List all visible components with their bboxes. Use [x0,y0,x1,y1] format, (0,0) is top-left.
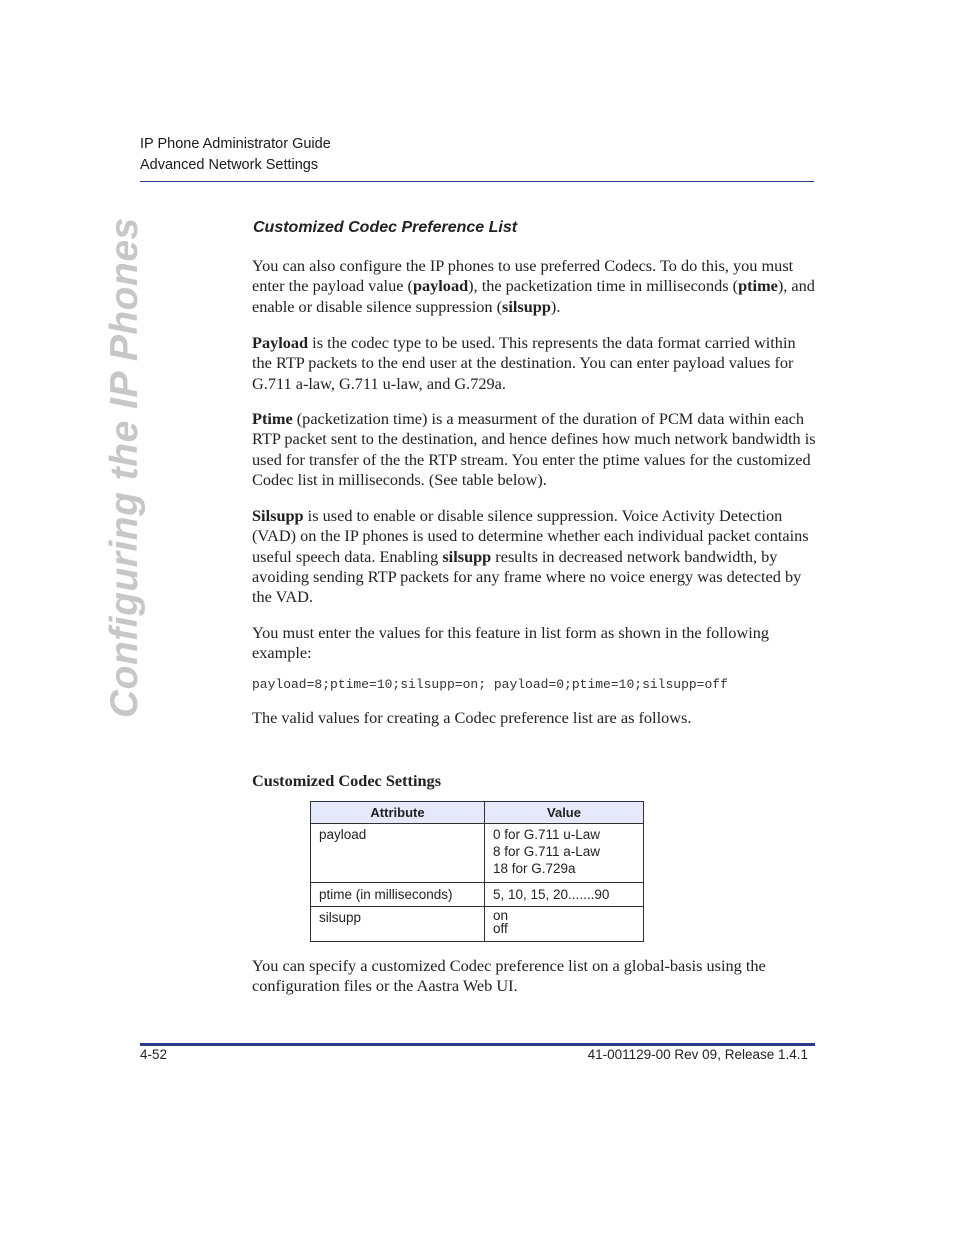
value-line: off [493,921,508,936]
value-line: on [493,908,509,923]
table-header-row [311,802,644,824]
table-cell-value [485,907,644,942]
chapter-side-title: Configuring the IP Phones [103,217,146,718]
payload-paragraph: Payload is the codec type to be used. This represents the data format carried within the RTP packets to the end user at the destination. You can enter payload values for G.711 a-law, G.711 u-law, and G.729a. [252,333,796,393]
list-form-paragraph: You must enter the values for this feature in list form as shown in the following example: [252,623,770,663]
code-example: payload=8;ptime=10;silsupp=on; payload=0;ptime=10;silsupp=off [252,677,728,692]
footer-rule [140,1043,815,1046]
value-line: 8 for G.711 a-Law [493,844,601,859]
table-caption: Customized Codec Settings [252,771,442,790]
intro-paragraph: You can also configure the IP phones to use preferred Codecs. To do this, you must enter the payload value (payload), the packetization time in milliseconds (ptime), and enable or disable silence suppression (silsupp). [252,256,815,316]
value-line: 18 for G.729a [493,861,576,876]
table-cell-value [485,824,644,883]
table-cell-value [485,883,644,907]
codec-settings-table [310,801,644,942]
section-title: Advanced Network Settings [140,157,319,173]
value-line: 0 for G.711 u-Law [493,827,601,842]
table-cell-attribute: payload [311,824,485,883]
table-cell-attribute: silsupp [311,907,485,942]
table-cell-attribute: ptime (in milliseconds) [311,883,485,907]
value-line: 5, 10, 15, 20.......90 [493,887,610,902]
table-header-value: Value [485,802,644,824]
header-rule [140,181,814,182]
document-id: 41-001129-00 Rev 09, Release 1.4.1 [587,1047,808,1062]
section-heading: Customized Codec Preference List [253,219,518,236]
table-header-attribute: Attribute [311,802,485,824]
table-row [311,824,644,883]
ptime-paragraph: Ptime (packetization time) is a measurment of the duration of PCM data within each RTP packet sent to the destination, and hence defines how much network bandwidth is used for transfer of the the RTP stream. You enter the ptime values for the customized Codec list in milliseconds. (See table below). [252,409,816,489]
document-title: IP Phone Administrator Guide [140,136,331,152]
valid-values-paragraph: The valid values for creating a Codec preference list are as follows. [252,708,692,727]
table-row [311,883,644,907]
page-number: 4-52 [140,1047,168,1062]
table-row [311,907,644,942]
silsupp-paragraph: Silsupp is used to enable or disable silence suppression. Voice Activity Detection (VAD) on the IP phones is used to determine whether each individual packet contains useful speech data. Enabling silsupp results in decreased network bandwidth, by avoiding sending RTP packets for any frame where no voice energy was detected by the VAD. [252,506,809,607]
closing-paragraph: You can specify a customized Codec preference list on a global-basis using the configuration files or the Aastra Web UI. [252,956,766,996]
